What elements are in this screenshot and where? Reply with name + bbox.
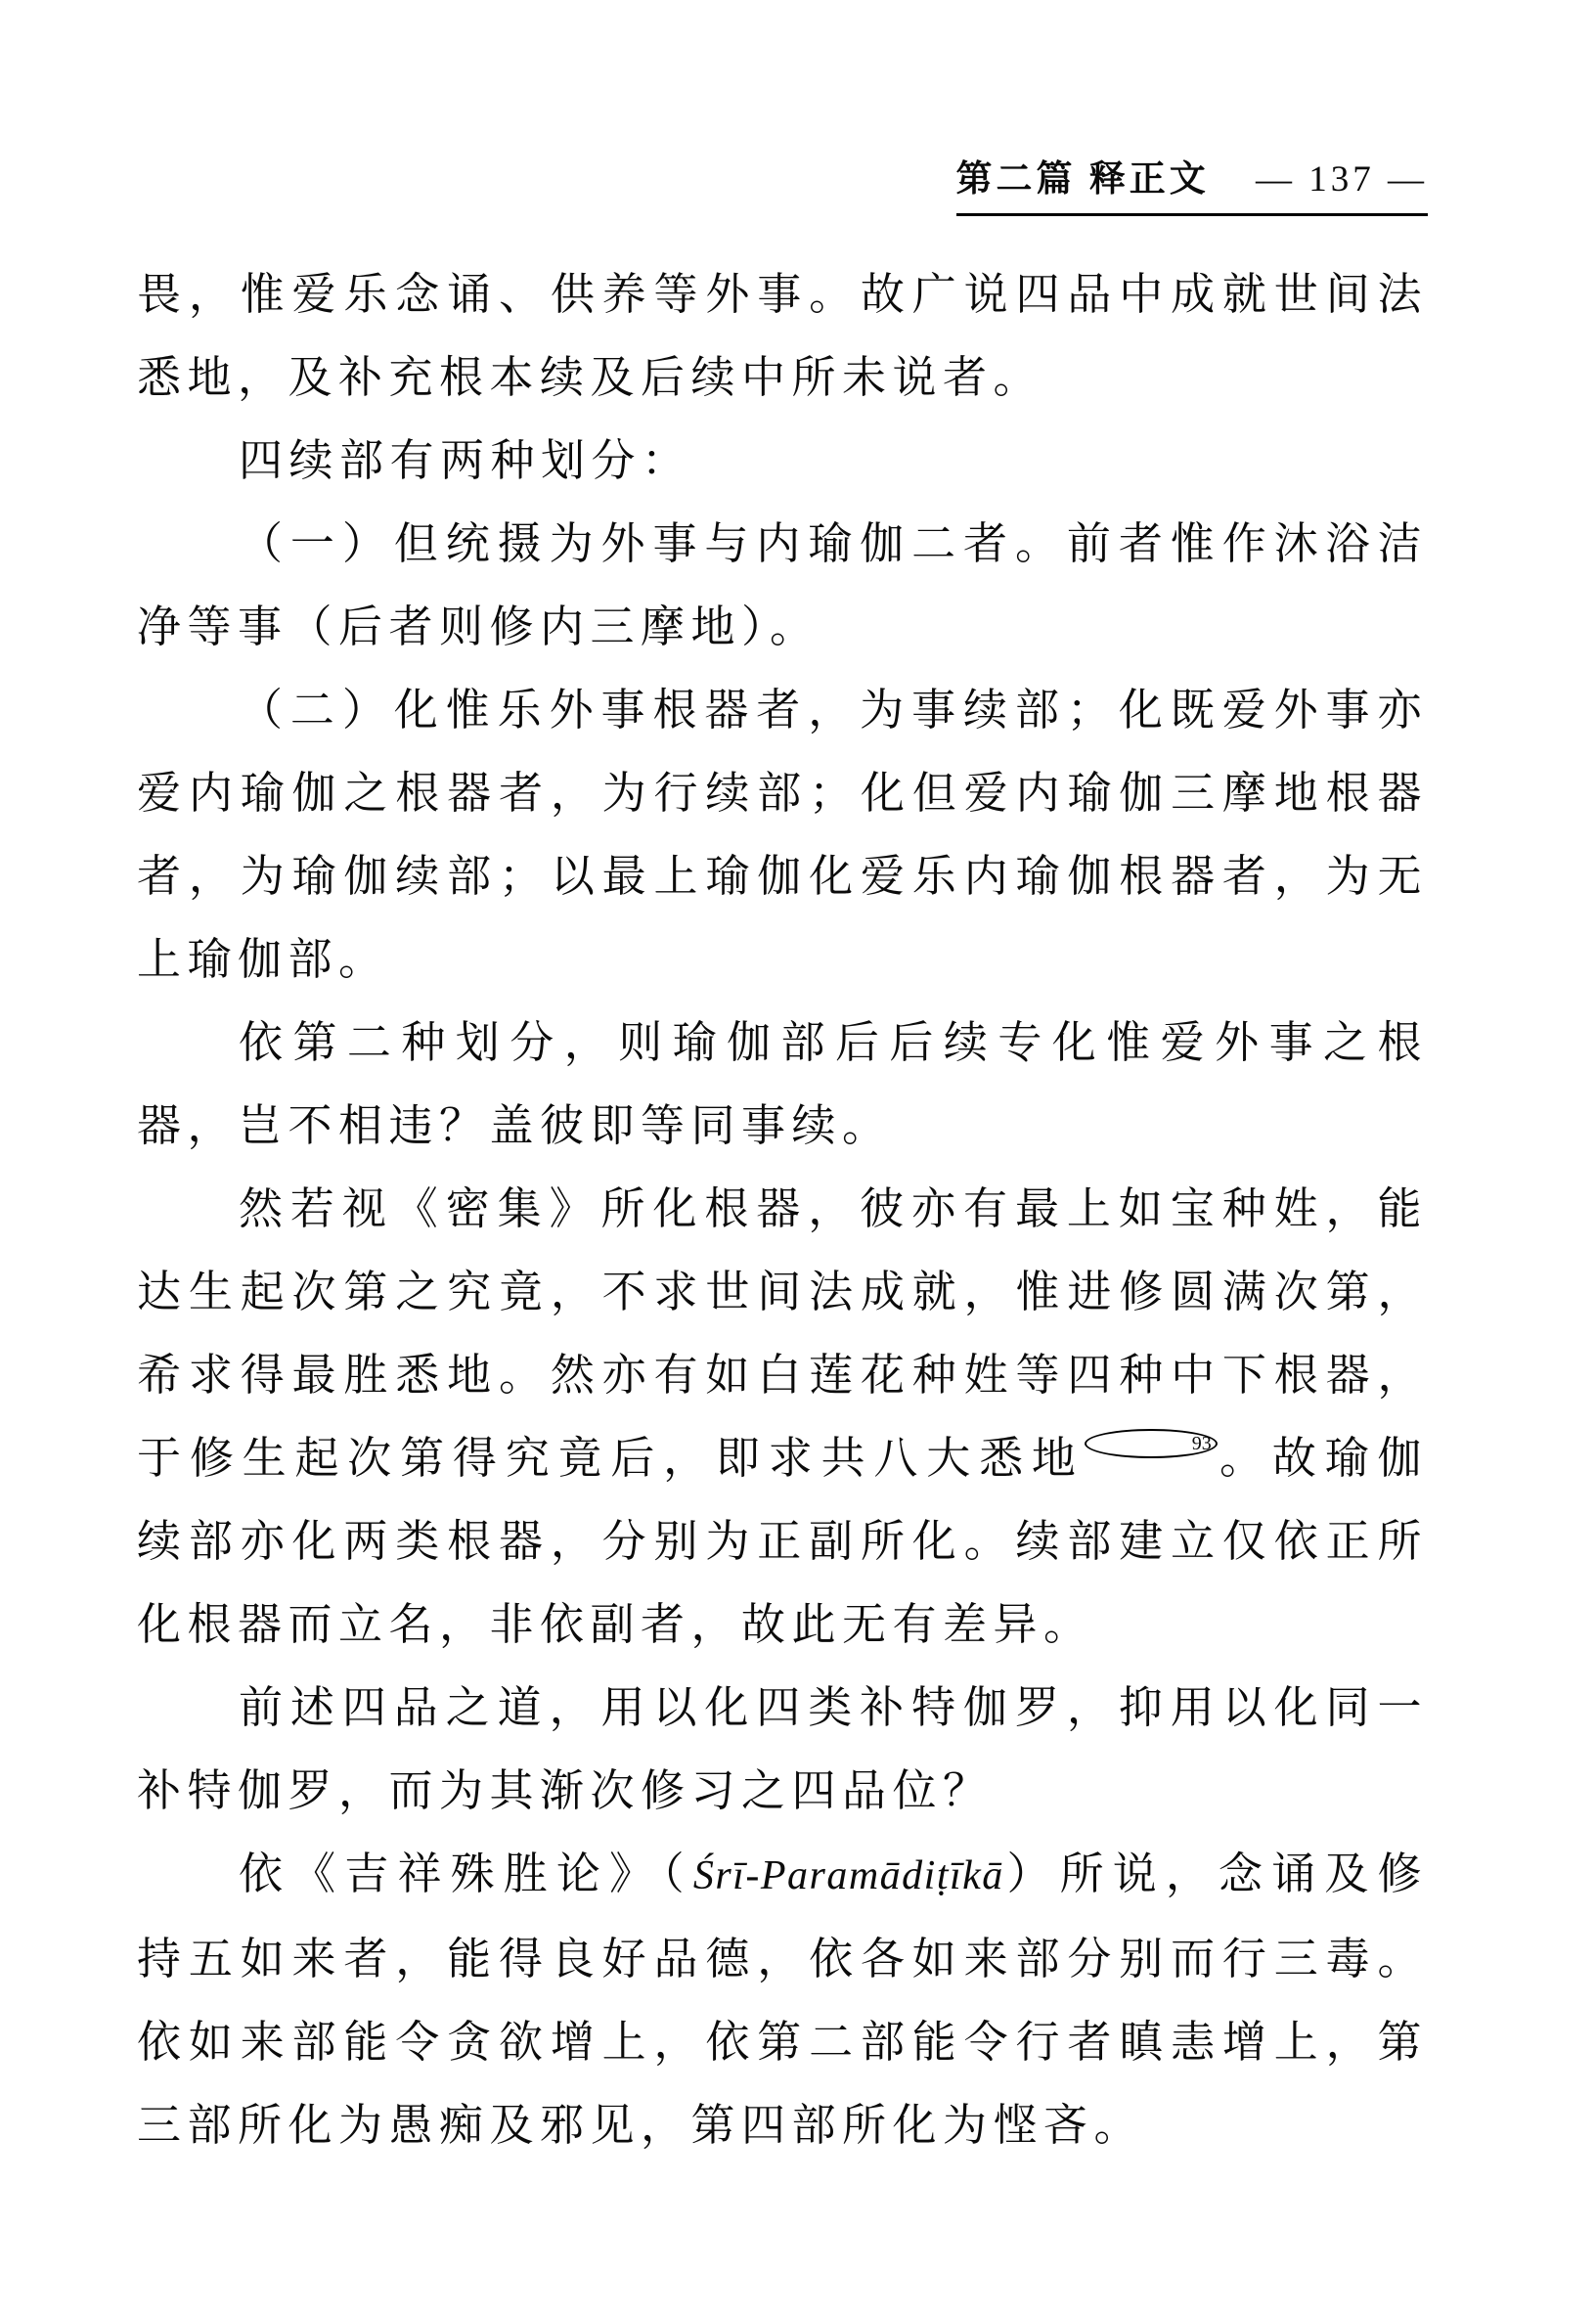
- paragraph-6: [137, 1168, 1428, 1667]
- paragraph-6-text-before: 然若视《密集》所化根器，彼亦有最上如宝种姓，能达生起次第之究竟，不求世间法成就，惟进修圆满次第，希求得最胜悉地。然亦有如白莲花种姓等四种中下根器，于修生起次第得究竟后，即求共八大悉地: [137, 1184, 1428, 1483]
- paragraph-6-text-after: 。故瑜伽续部亦化两类根器，分别为正副所化。续部建立仅依正所化根器而立名，非依副者，故此无有差异。: [137, 1434, 1428, 1649]
- paragraph-8-text-after: ）所说，念诵及修持五如来者，能得良好品德，依各如来部分别而行三毒。依如来部能令贪欲增上，依第二部能令行者瞋恚增上，第三部所化为愚痴及邪见，第四部所化为悭吝。: [137, 1849, 1428, 2150]
- paragraph-1: 畏，惟爱乐念诵、供养等外事。故广说四品中成就世间法悉地，及补充根本续及后续中所未说者。: [137, 270, 1428, 402]
- sanskrit-title: Śrī-Paramādiṭīkā: [692, 1853, 1004, 1898]
- paragraph-7: 前述四品之道，用以化四类补特伽罗，抑用以化同一补特伽罗，而为其渐次修习之四品位？: [137, 1683, 1428, 1815]
- paragraph-3: （一）但统摄为外事与内瑜伽二者。前者惟作沐浴洁净等事（后者则修内三摩地）。: [137, 519, 1428, 651]
- body-text: [137, 253, 1428, 2167]
- paragraph-4: （二）化惟乐外事根器者，为事续部；化既爱外事亦爱内瑜伽之根器者，为行续部；化但爱内瑜伽三摩地根器者，为瑜伽续部；以最上瑜伽化爱乐内瑜伽根器者，为无上瑜伽部。: [137, 686, 1428, 984]
- page-header: [137, 149, 1428, 216]
- paragraph-8-text-before: 依《吉祥殊胜论》（: [239, 1849, 693, 1898]
- footnote-marker: 93: [1085, 1429, 1218, 1458]
- paragraph-5: 依第二种划分，则瑜伽部后后续专化惟爱外事之根器，岂不相违？盖彼即等同事续。: [137, 1018, 1428, 1150]
- page-number: — 137 —: [1256, 159, 1428, 200]
- section-title: 第二篇 释正文: [955, 159, 1210, 200]
- paragraph-8: [137, 1833, 1428, 2167]
- running-head: [956, 149, 1429, 216]
- paragraph-2: 四续部有两种划分：: [239, 436, 692, 485]
